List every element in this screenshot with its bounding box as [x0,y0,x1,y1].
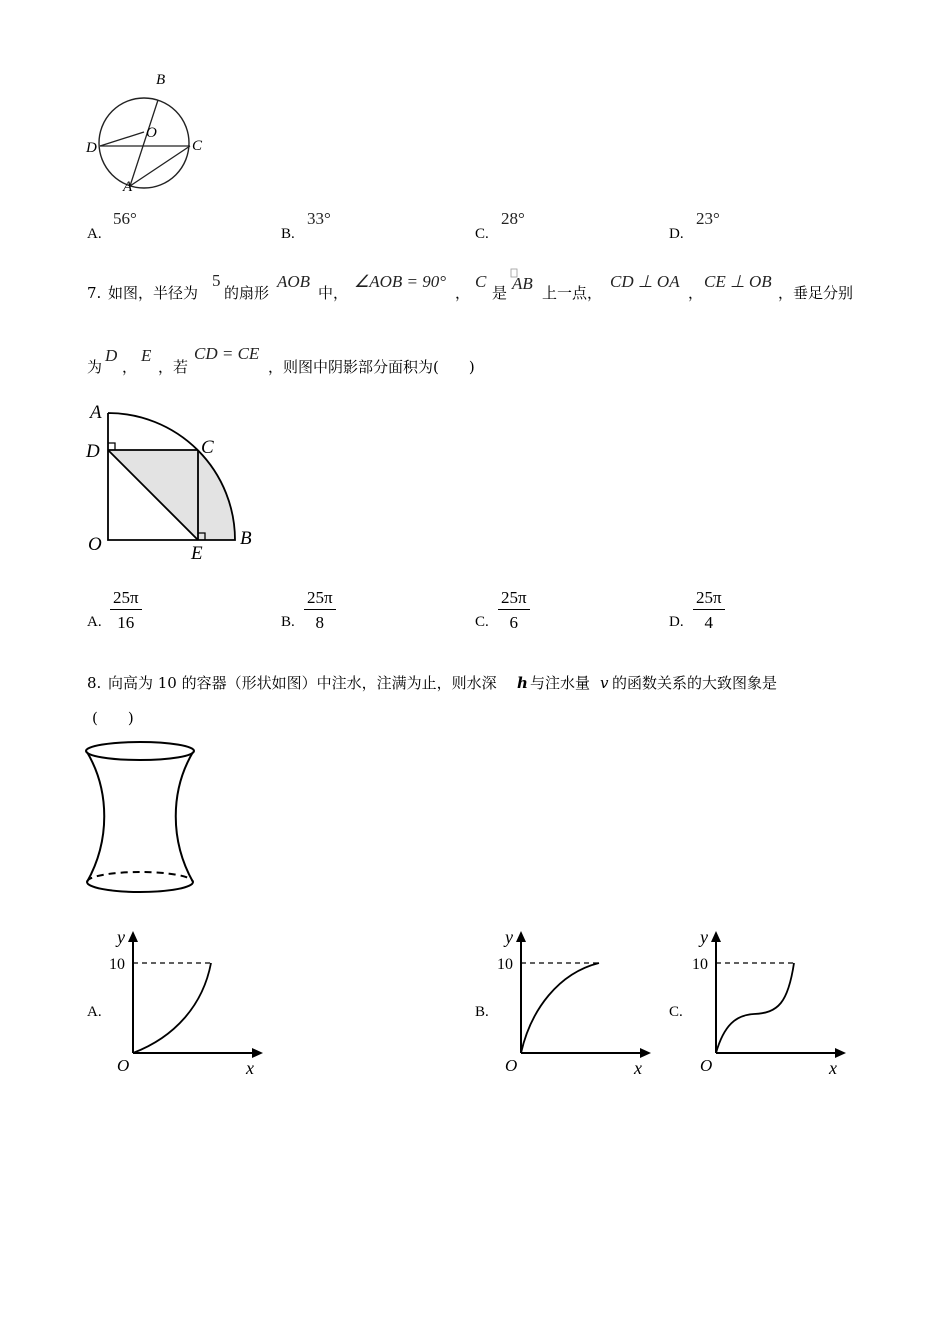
q7-option-d-letter: D. [669,614,684,630]
label-10: 10 [497,956,513,973]
container-left-side [87,752,104,882]
label-o: O [117,1056,130,1075]
q7-equation: CD = CE [194,344,260,363]
arc-mark-icon [510,268,520,278]
q8-text-2: 与注水量 [530,674,591,692]
q8-graph-b [493,925,658,1080]
q7-radius: 5 [212,271,221,290]
label-d: D [86,441,100,462]
label-o: O [700,1056,713,1075]
q7-option-b-den: 8 [315,613,325,632]
q7-text-7: ， [688,284,704,302]
label-x: x [634,1058,642,1078]
q8-text-1: 向高为 10 的容器（形状如图）中注水，注满为止，则水深 [108,674,497,692]
q7-line2-text-2: ， [122,358,138,376]
q6-circle-figure [80,66,220,196]
label-b: B [156,72,166,88]
label-b: B [240,528,252,549]
q7-point-c: C [475,272,487,291]
curve-c [716,963,794,1053]
q7-option-c-den: 6 [509,613,519,632]
q7-point-e: E [141,346,152,365]
label-e: E [191,543,203,564]
q7-option-c-letter: C. [475,614,489,630]
q7-sector: AOB [277,272,311,291]
q7-number: 7. [87,284,102,302]
container-right-side [176,752,193,882]
q7-line2-text-4: ，则图中阴影部分面积为( ) [268,358,475,376]
container-top-rim [86,742,194,760]
q7-text-2: 的扇形 [224,284,270,302]
q8-graph-c [688,925,853,1080]
q7-option-a-letter: A. [87,614,102,630]
q7-text-1: 如图，半径为 [108,284,199,302]
label-10: 10 [692,956,708,973]
q8-text-3: 的函数关系的大致图象是 [612,674,778,692]
label-y: y [117,927,125,947]
q7-option-b-num: 25π [304,589,336,610]
q6-option-c-letter: C. [475,226,489,242]
q7-text-3: 中， [318,284,349,302]
curve-b [521,963,599,1053]
segment-ac [130,146,190,186]
q7-line2-text-3: ，若 [158,358,189,376]
q6-option-a-value: 56° [113,209,137,228]
q6-option-d-value: 23° [696,209,720,228]
q7-text-6: 上一点， [542,284,603,302]
label-o: O [505,1056,518,1075]
q7-option-a-num: 25π [110,589,142,610]
q7-option-a-den: 16 [117,613,135,632]
curve-a [133,963,211,1053]
q7-point-d: D [105,346,118,365]
label-o: O [88,534,102,555]
right-angle-mark-d [108,443,115,450]
q8-container-figure [82,736,202,900]
x-axis-arrow-icon [835,1048,846,1058]
x-axis-arrow-icon [640,1048,651,1058]
label-x: x [246,1058,254,1078]
q6-option-b-letter: B. [281,226,295,242]
q8-answer-paren: ( ) [92,709,134,727]
x-axis-arrow-icon [252,1048,263,1058]
q7-sector-figure [80,398,265,566]
q6-option-b-value: 33° [307,209,331,228]
q8-number: 8. [87,674,102,692]
label-x: x [829,1058,837,1078]
q7-option-c-num: 25π [498,589,530,610]
label-a: A [90,402,102,423]
label-d: D [86,140,97,156]
container-bottom-back [87,872,193,882]
q8-var-h: h [517,674,528,692]
q7-option-d-den: 4 [704,613,714,632]
label-y: y [505,927,513,947]
shaded-region-arc [198,450,235,540]
label-o: O [146,125,157,141]
q8-option-b-letter: B. [475,1004,489,1020]
q7-arc-ab: AB [512,274,533,293]
y-axis-arrow-icon [711,931,721,942]
q8-graph-a [105,925,270,1080]
q7-angle: ∠AOB = 90° [354,272,447,291]
q7-line2-text-1: 为 [87,358,103,376]
y-axis-arrow-icon [516,931,526,942]
label-c: C [201,437,214,458]
q6-option-a-letter: A. [87,226,102,242]
q7-perp-1: CD ⊥ OA [610,272,680,291]
q7-perp-2: CE ⊥ OB [704,272,772,291]
label-10: 10 [109,956,125,973]
q7-text-5: 是 [492,284,508,302]
label-y: y [700,927,708,947]
q7-option-d-fraction [693,589,725,631]
q7-text-8: ，垂足分别 [778,284,854,302]
label-c: C [192,138,203,154]
q6-option-d-letter: D. [669,226,684,242]
q8-option-a-letter: A. [87,1004,102,1020]
segment-do [100,132,144,146]
container-bottom-front [87,882,193,892]
q8-option-c-letter: C. [669,1004,683,1020]
q7-text-4: ， [455,284,471,302]
q7-option-b-fraction [304,589,336,631]
q7-option-a-fraction [110,589,142,631]
diameter-ab [130,100,158,186]
q7-option-d-num: 25π [693,589,725,610]
q6-option-c-value: 28° [501,209,525,228]
label-a: A [123,179,133,195]
q7-option-b-letter: B. [281,614,295,630]
q7-option-c-fraction [498,589,530,631]
y-axis-arrow-icon [128,931,138,942]
q8-var-v: v [600,674,609,692]
